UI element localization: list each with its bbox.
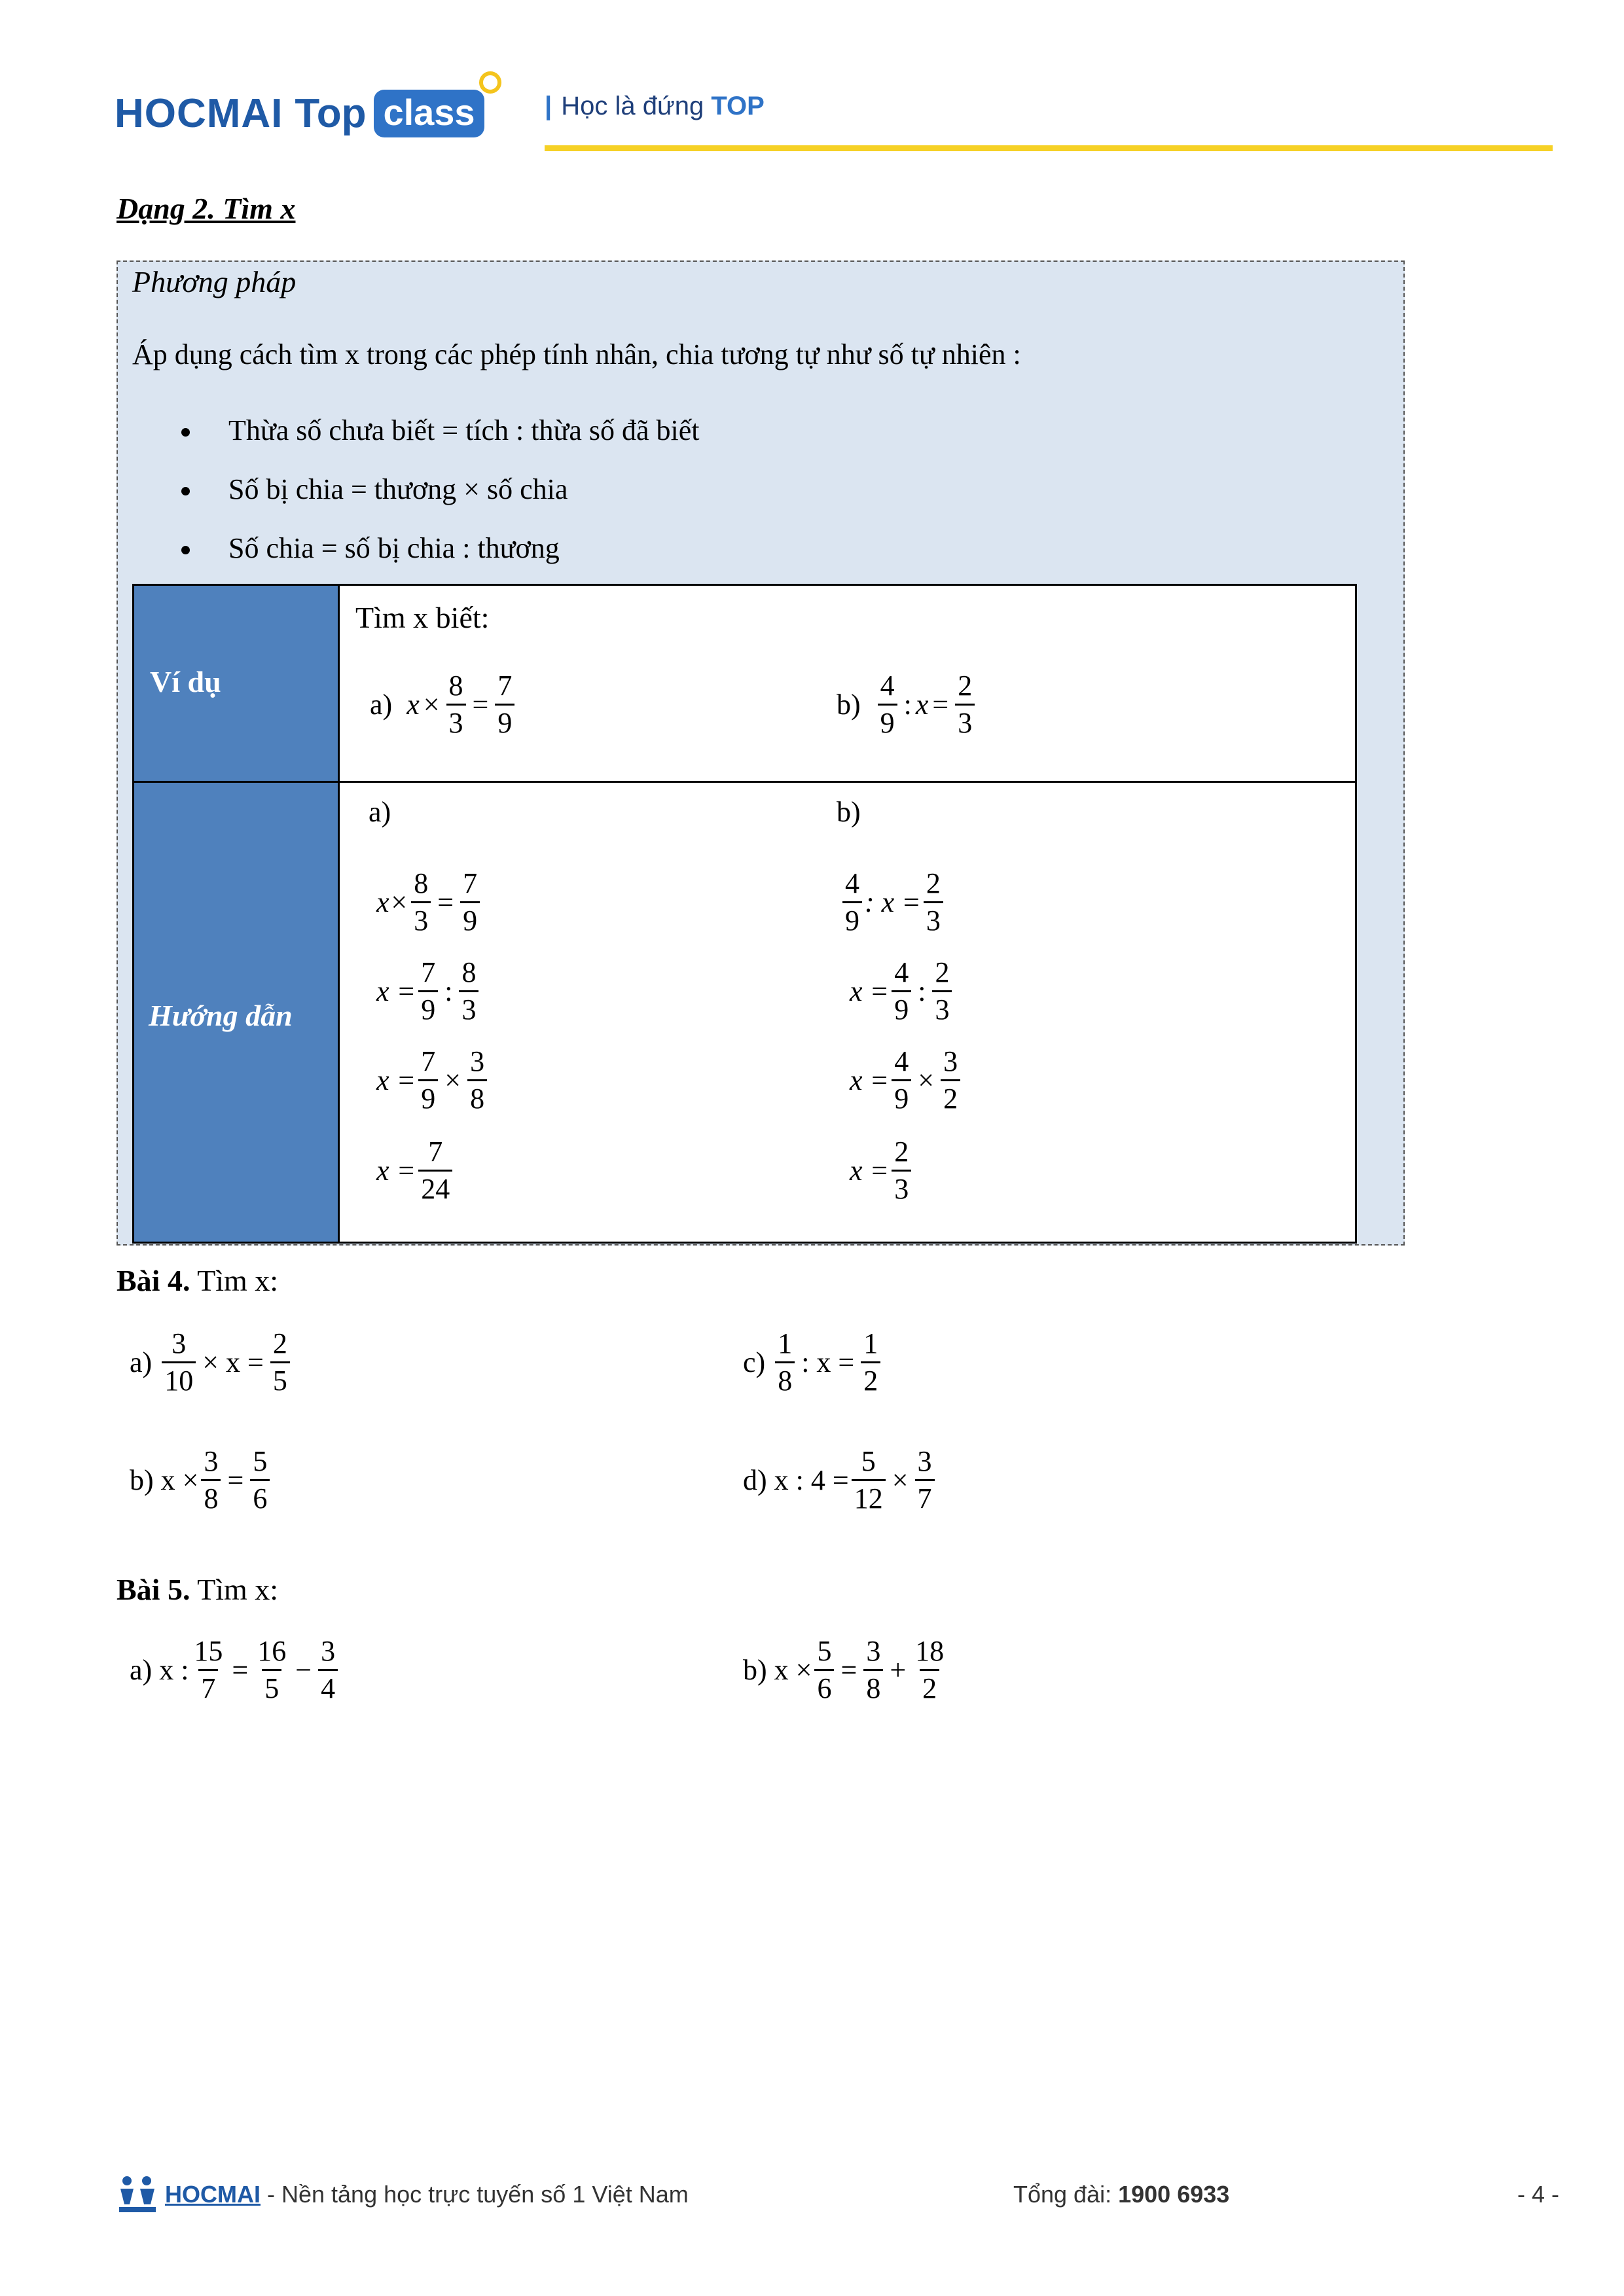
method-intro: Áp dụng cách tìm x trong các phép tính nhân, chia tương tự như số tự nhiên : [132, 338, 1021, 370]
bullet-text: Thừa số chưa biết = tích : thừa số đã biết [228, 414, 700, 446]
bai4-item-c: c) $\frac{1}{8}$ : x = $\frac{1}{2}$ [743, 1329, 883, 1396]
fraction: $\frac{7}{9}$ [495, 671, 514, 738]
fraction: $\frac{4}{9}$ [892, 1047, 911, 1114]
tagline-top: TOP [711, 92, 765, 120]
fraction: $\frac{2}{3}$ [892, 1137, 911, 1204]
guide-a-step: x× $\frac{8}{3}$ = $\frac{7}{9}$ [376, 869, 482, 936]
fraction: $\frac{15}{7}$ [194, 1635, 223, 1705]
fraction: $\frac{8}{3}$ [459, 958, 478, 1025]
example-prompt: Tìm x biết: [355, 601, 490, 634]
fraction: $\frac{3}{10}$ [162, 1329, 196, 1396]
fraction: $\frac{4}{9}$ [842, 869, 862, 936]
fraction: $\frac{1}{2}$ [861, 1329, 880, 1396]
logo-hocmai-text: HOCMAI [115, 90, 283, 136]
fraction: $\frac{1}{8}$ [775, 1329, 795, 1396]
tagline-separator: | [545, 92, 552, 120]
var-x: x [406, 689, 420, 721]
fraction: $\frac{7}{9}$ [418, 958, 438, 1025]
fraction: $\frac{7}{9}$ [460, 869, 480, 936]
logo-class-text: class [383, 91, 475, 133]
equals: = [472, 689, 489, 721]
bullet-text: Số chia = số bị chia : thương [228, 532, 560, 564]
fraction: $\frac{3}{4}$ [318, 1636, 338, 1704]
guide-a-label: a) [369, 796, 391, 828]
guide-b-step: x = $\frac{4}{9}$ : $\frac{2}{3}$ [850, 958, 954, 1025]
label-a: a) [370, 689, 393, 721]
logo-top-text: Top [295, 90, 367, 136]
fraction: $\frac{16}{5}$ [257, 1635, 287, 1705]
bullet-text: Số bị chia = thương × số chia [228, 473, 568, 505]
tagline-text: Học là đứng [561, 92, 704, 120]
guide-b-step: $\frac{4}{9}$ : x = $\frac{2}{3}$ [840, 869, 946, 936]
bai4-item-a: a) $\frac{3}{10}$ × x = $\frac{2}{5}$ [130, 1329, 293, 1396]
fraction: $\frac{5}{6}$ [814, 1636, 834, 1704]
method-title: Phương pháp [132, 265, 297, 298]
example-a [370, 671, 517, 738]
bai4-item-d: d) x : 4 = $\frac{5}{12}$ × $\frac{3}{7}$ [743, 1446, 937, 1514]
fraction: $\frac{7}{24}$ [418, 1137, 452, 1204]
guide-a-step: x = $\frac{7}{9}$ : $\frac{8}{3}$ [376, 958, 481, 1025]
operator: : [903, 689, 912, 721]
example-b [837, 671, 977, 738]
footer-hocmai-link[interactable]: HOCMAI [165, 2181, 261, 2208]
guide-b-label: b) [837, 796, 861, 828]
guide-label: Hướng dẫn [149, 999, 293, 1032]
bai5-title: Bài 5. Tìm x: [117, 1573, 279, 1606]
fraction: $\frac{18}{2}$ [915, 1635, 945, 1705]
bullet-icon [181, 487, 190, 495]
hocmai-figure-icon [118, 2174, 157, 2215]
bai4-title: Bài 4. Tìm x: [117, 1264, 279, 1297]
footer-slogan: HOCMAI - Nền tảng học trực tuyến số 1 Việt Nam [165, 2181, 689, 2208]
equals: = [932, 689, 949, 721]
operator: × [423, 689, 440, 721]
guide-a-step: x = $\frac{7}{9}$ × $\frac{3}{8}$ [376, 1047, 490, 1114]
section-title: Dạng 2. Tìm x [117, 192, 296, 225]
fraction: $\frac{2}{3}$ [955, 671, 975, 738]
guide-b-step: x = $\frac{2}{3}$ [850, 1137, 914, 1204]
fraction: $\frac{2}{3}$ [932, 958, 952, 1025]
bai5-item-b: b) x × $\frac{5}{6}$ = $\frac{3}{8}$ + $\frac{18}{2}$ [743, 1636, 949, 1704]
fraction: $\frac{3}{2}$ [941, 1047, 960, 1114]
table-row-divider [134, 781, 1355, 783]
fraction: $\frac{3}{8}$ [863, 1636, 883, 1704]
fraction: $\frac{8}{3}$ [411, 869, 431, 936]
guide-a-step: x = $\frac{7}{24}$ [376, 1137, 455, 1204]
label-b: b) [837, 689, 861, 721]
bai5-item-a: a) x : $\frac{15}{7}$ = $\frac{16}{5}$ − $\frac{3}{4}$ [130, 1636, 340, 1704]
fraction: $\frac{2}{3}$ [924, 869, 943, 936]
hotline-number: 1900 6933 [1118, 2181, 1230, 2208]
fraction: $\frac{4}{9}$ [892, 958, 911, 1025]
footer-hotline: Tổng đài: 1900 6933 [1013, 2181, 1230, 2208]
fraction: $\frac{7}{9}$ [418, 1047, 438, 1114]
logo-class-badge [374, 90, 484, 137]
example-table [132, 584, 1357, 1244]
hocmai-topclass-logo [115, 84, 484, 143]
var-x: x [915, 689, 929, 721]
header-divider [545, 145, 1553, 151]
fraction: $\frac{8}{3}$ [446, 671, 466, 738]
fraction: $\frac{4}{9}$ [878, 671, 897, 738]
fraction: $\frac{3}{7}$ [915, 1446, 935, 1514]
example-label: Ví dụ [150, 665, 221, 698]
bullet-icon [181, 546, 190, 554]
guide-b-step: x = $\frac{4}{9}$ × $\frac{3}{2}$ [850, 1047, 963, 1114]
fraction: $\frac{5}{6}$ [250, 1446, 270, 1514]
bullet-icon [181, 428, 190, 437]
fraction: $\frac{5}{12}$ [852, 1446, 886, 1514]
fraction: $\frac{3}{8}$ [201, 1446, 221, 1514]
page-number: - 4 - [1517, 2181, 1560, 2208]
sun-icon [479, 71, 501, 94]
bai4-item-b: b) x × $\frac{3}{8}$ = $\frac{5}{6}$ [130, 1446, 272, 1514]
fraction: $\frac{2}{5}$ [270, 1329, 290, 1396]
header-tagline [545, 92, 765, 121]
fraction: $\frac{3}{8}$ [467, 1047, 487, 1114]
